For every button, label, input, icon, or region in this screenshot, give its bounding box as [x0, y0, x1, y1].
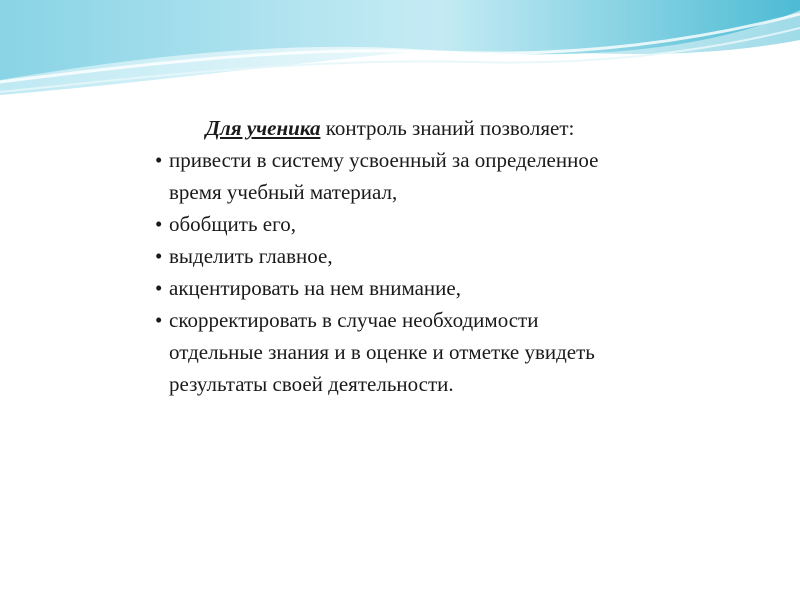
bullet-item: • привести в систему усвоенный за определенное время учебный материал,: [155, 144, 625, 208]
bullet-item: • акцентировать на нем внимание,: [155, 272, 625, 304]
bullet-item: • выделить главное,: [155, 240, 625, 272]
bullet-item: • обобщить его,: [155, 208, 625, 240]
heading-rest: контроль знаний позволяет:: [320, 116, 575, 140]
slide-heading: [155, 112, 625, 144]
slide-content: [155, 112, 625, 400]
decorative-wave-header: [0, 0, 800, 110]
bullet-item: • скорректировать в случае необходимости отдельные знания и в оценке и отметке увидеть результаты своей деятельности.: [155, 304, 625, 400]
bullet-list: [155, 144, 625, 400]
heading-lead: Для ученика: [205, 116, 321, 140]
